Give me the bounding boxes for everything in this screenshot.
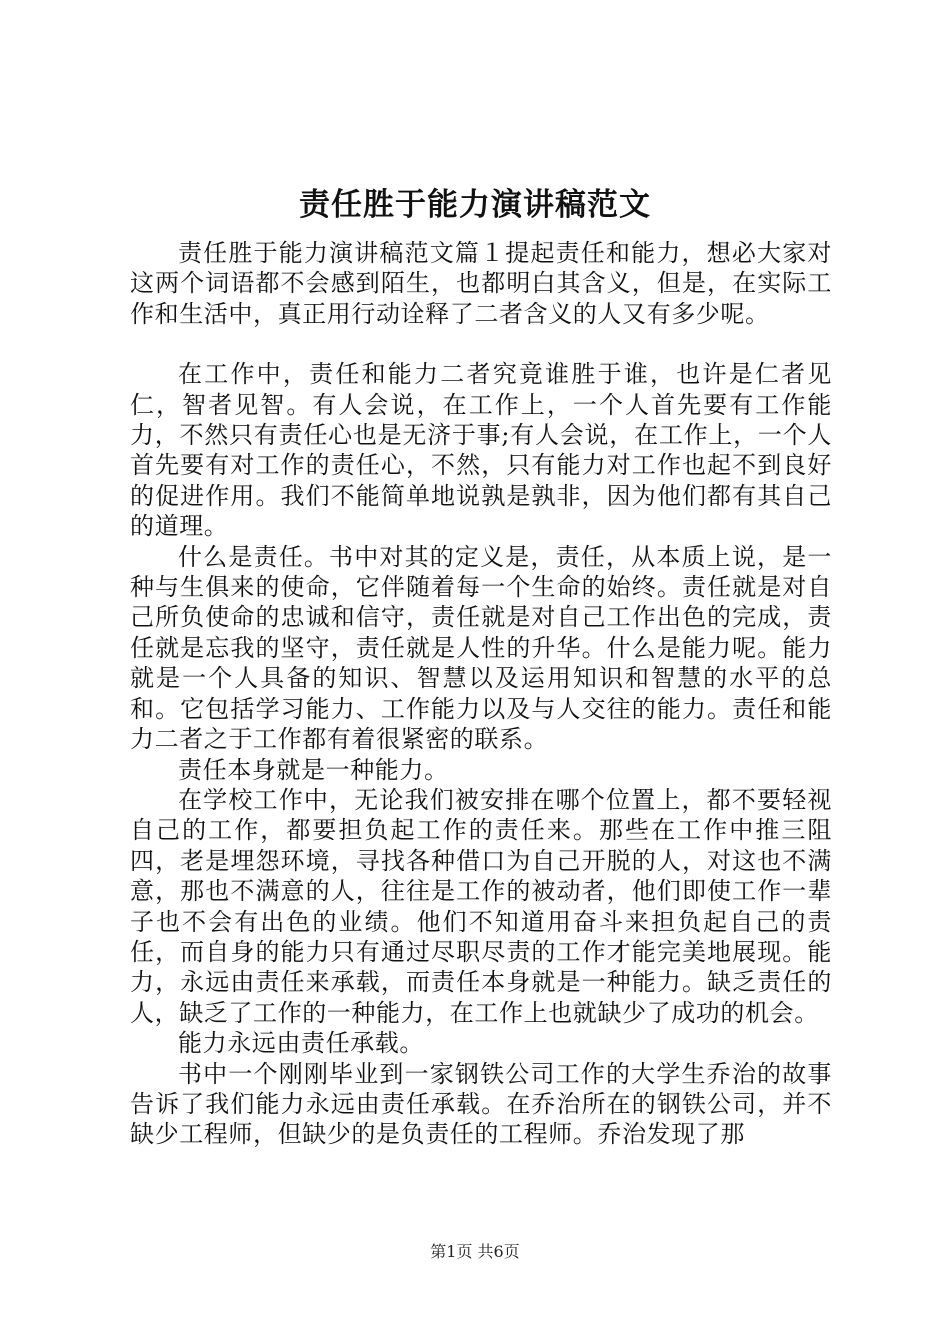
paragraph-5: 在学校工作中，无论我们被安排在哪个位置上，都不要轻视自己的工作，都要担负起工作的责任来。那些在工作中推三阻四，老是埋怨环境，寻找各种借口为自己开脱的人，对这也不满意，那也不满意的人，往往是工作的被动者，他们即使工作一辈子也不会有出色的业绩。他们不知道用奋斗来担负起自己的责任，而自身的能力只有通过尽职尽责的工作才能完美地展现。能力，永远由责任来承载，而责任本身就是一种能力。缺乏责任的人，缺乏了工作的一种能力，在工作上也就缺少了成功的机会。	[130, 785, 832, 1027]
document-title: 责任胜于能力演讲稿范文	[299, 187, 651, 223]
paragraph-3: 什么是责任。书中对其的定义是，责任，从本质上说，是一种与生俱来的使命，它伴随着每一个生命的始终。责任就是对自己所负使命的忠诚和信守，责任就是对自己工作出色的完成，责任就是忘我的坚守，责任就是人性的升华。什么是能力呢。能力就是一个人具备的知识、智慧以及运用知识和智慧的水平的总和。它包括学习能力、工作能力以及与人交往的能力。责任和能力二者之于工作都有着很紧密的联系。	[130, 542, 832, 754]
paragraph-1: 责任胜于能力演讲稿范文篇１提起责任和能力，想必大家对这两个词语都不会感到陌生，也都明白其含义，但是，在实际工作和生活中，真正用行动诠释了二者含义的人又有多少呢。	[130, 239, 832, 328]
paragraph-6: 能力永远由责任承载。	[178, 1029, 424, 1058]
paragraph-2: 在工作中，责任和能力二者究竟谁胜于谁，也许是仁者见仁，智者见智。有人会说，在工作上，一个人首先要有工作能力，不然只有责任心也是无济于事;有人会说，在工作上，一个人首先要有对工作的责任心，不然，只有能力对工作也起不到良好的促进作用。我们不能简单地说孰是孰非，因为他们都有其自己的道理。	[130, 360, 832, 541]
paragraph-7: 书中一个刚刚毕业到一家钢铁公司工作的大学生乔治的故事告诉了我们能力永远由责任承载。在乔治所在的钢铁公司，并不缺少工程师，但缺少的是负责任的工程师。乔治发现了那	[130, 1059, 832, 1149]
document-body	[130, 238, 832, 1150]
page-footer: 第1页 共6页	[430, 1242, 520, 1261]
paragraph-4: 责任本身就是一种能力。	[178, 755, 449, 784]
